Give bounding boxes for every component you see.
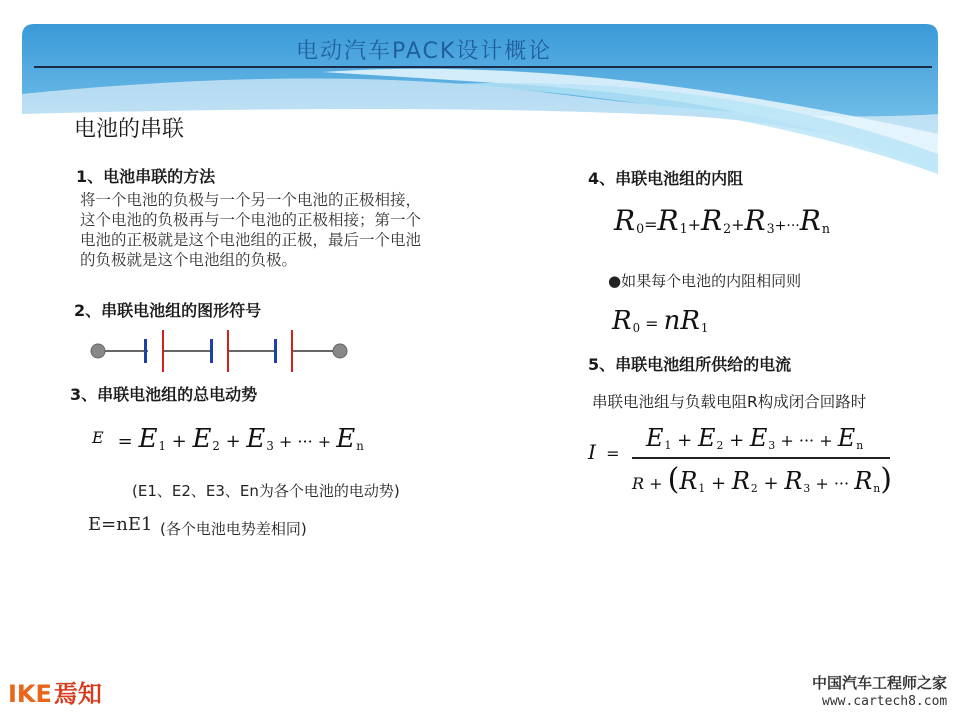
section-3-note: (E1、E2、E3、En为各个电池的电动势) <box>132 482 400 500</box>
emf-formula-equal: E=nE1 <box>88 514 153 535</box>
header-divider <box>34 66 932 68</box>
section-1-line: 这个电池的负极再与一个电池的正极相接；第一个 <box>80 211 422 229</box>
resistance-formula: $R_0=R_1+R_2+R_3+\cdot\cdot\cdot R_n$ <box>614 204 830 237</box>
cartech-logo: 中国汽车工程师之家 <box>812 674 948 692</box>
terminal-left-icon <box>91 344 105 358</box>
section-4-heading: 4、串联电池组的内阻 <box>588 169 744 188</box>
cartech-url: www.cartech8.com <box>822 694 948 709</box>
ike-logo-latin: IKE <box>8 680 52 708</box>
section-5-note: 串联电池组与负载电阻R构成闭合回路时 <box>592 393 867 411</box>
section-1-line: 电池的正极就是这个电池组的正极，最后一个电池 <box>80 231 422 249</box>
section-1-heading: 1、电池串联的方法 <box>76 167 216 186</box>
battery-series-symbol <box>86 330 356 376</box>
section-4-note: ●如果每个电池的内阻相同则 <box>608 272 802 290</box>
emf-formula: $E = E_1 + E_2 + E_3$ + ··· + $E_n$ <box>92 424 364 454</box>
section-2-heading: 2、串联电池组的图形符号 <box>74 301 262 320</box>
section-3-heading: 3、串联电池组的总电动势 <box>70 385 258 404</box>
ike-logo <box>8 674 102 709</box>
section-1-body <box>80 190 510 270</box>
header-title: 电动汽车PACK设计概论 <box>296 39 553 64</box>
ike-logo-cn: 焉知 <box>53 680 102 708</box>
section-1-line: 将一个电池的负极与一个另一个电池的正极相接， <box>80 191 422 209</box>
section-1-line: 的负极就是这个电池组的负极。 <box>80 251 298 269</box>
section-3-formula-note: (各个电池电势差相同) <box>160 520 307 538</box>
resistance-formula-equal: $R_0 = nR_1$ <box>612 306 709 336</box>
current-formula: I = $E_1 + E_2 + E_3$ + ··· + $E_n$ $R + (R_1 + R_2 + R_3$ + ··· $R_n$) <box>588 424 892 497</box>
slide-title: 电池的串联 <box>74 117 185 142</box>
section-5-heading: 5、串联电池组所供给的电流 <box>588 355 792 374</box>
terminal-right-icon <box>333 344 347 358</box>
